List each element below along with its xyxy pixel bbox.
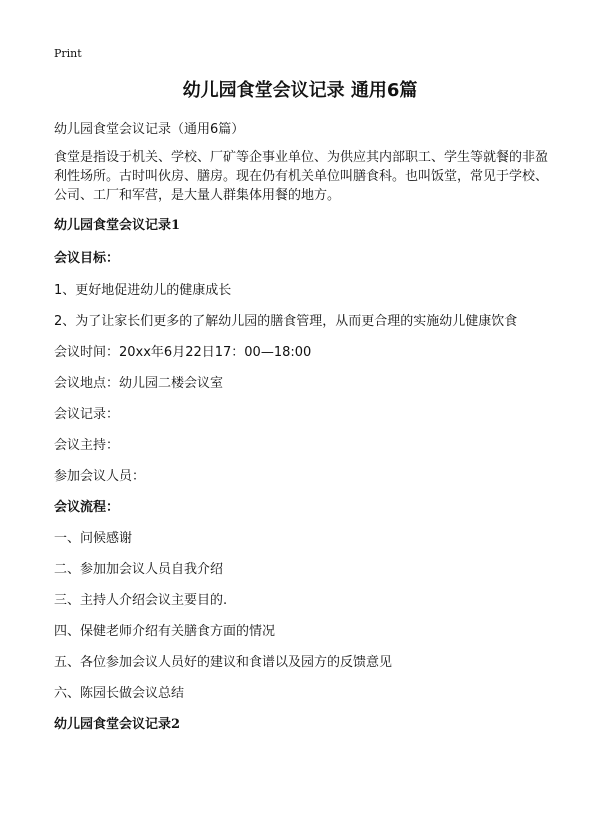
process-heading: 会议流程： (54, 500, 120, 515)
meeting-recorder: 会议记录： (54, 407, 120, 422)
document-subtitle: 幼儿园食堂会议记录（通用6篇） (54, 122, 245, 137)
process-item: 三、主持人介绍会议主要目的. (54, 593, 228, 608)
process-item: 一、问候感谢 (54, 531, 133, 546)
print-label: Print (54, 47, 82, 60)
meeting-place: 会议地点：幼儿园二楼会议室 (54, 376, 224, 391)
goals-heading: 会议目标： (54, 251, 120, 266)
meeting-attendees: 参加会议人员： (54, 469, 146, 484)
process-item: 六、陈园长做会议总结 (54, 686, 185, 701)
process-item: 五、各位参加会议人员好的建议和食谱以及园方的反馈意见 (54, 655, 393, 670)
process-item: 二、参加加会议人员自我介绍 (54, 562, 224, 577)
document-title: 幼儿园食堂会议记录 通用6篇 (182, 80, 418, 101)
goal-item: 2、为了让家长们更多的了解幼儿园的膳食管理，从而更合理的实施幼儿健康饮食 (54, 314, 518, 329)
section-heading-record-1: 幼儿园食堂会议记录1 (54, 218, 181, 233)
meeting-host: 会议主持： (54, 438, 120, 453)
process-item: 四、保健老师介绍有关膳食方面的情况 (54, 624, 276, 639)
section-heading-record-2: 幼儿园食堂会议记录2 (54, 717, 181, 732)
meeting-time: 会议时间：20xx年6月22日17：00—18:00 (54, 345, 312, 360)
intro-paragraph: 食堂是指设于机关、学校、厂矿等企事业单位、为供应其内部职工、学生等就餐的非盈利性场所。古时叫伙房、膳房。现在仍有机关单位叫膳食科。也叫饭堂，常见于学校、公司、工厂和军营，是大量人群集体用餐的地方。 (54, 150, 549, 203)
goal-item: 1、更好地促进幼儿的健康成长 (54, 283, 232, 298)
